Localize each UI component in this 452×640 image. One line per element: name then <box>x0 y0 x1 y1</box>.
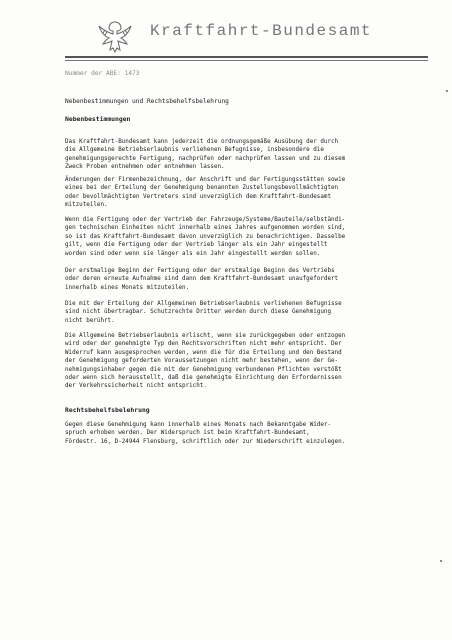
paragraph-transfer: Die mit der Erteilung der Allgemeinen Betriebserlaubnis verliehenen Befugnisse sind nicht übertragbar. Schutzrechte Dritter werden durch diese Genehmigung nicht berührt. <box>65 301 342 324</box>
federal-eagle-icon <box>97 18 133 56</box>
section-heading-nebenbestimmungen: Nebenbestimmungen <box>65 115 131 123</box>
section-heading-rechtsbehelfsbelehrung: Rechtsbehelfsbelehrung <box>65 406 150 414</box>
paragraph-expiry: Die Allgemeine Betriebserlaubnis erlischt, wenn sie zurückgegeben oder entzogen wird oder der genehmigte Typ den Rechtsvorschriften nicht mehr entspricht. Der Widerruf kann ausgesprochen werden, wenn die für die Erteilung und den Bestand der Genehmigung geforderten Voraussetzungen nicht mehr bestehen, wenn der Ge- nehmigungsinhaber gegen die mit der Genehmigung verbundenen Pflichten verstößt oder wenn sich herausstellt, daß die genehmigte Einrichtung den Erfordernissen der Verkehrssicherheit nicht entspricht. <box>65 333 346 390</box>
paragraph-first-production: Der erstmalige Beginn der Fertigung oder der erstmalige Beginn des Vertriebs oder deren erneute Aufnahme sind dann dem Kraftfahrt-Bundesamt unaufgefordert innerhalb eines Monats mitzuteilen. <box>65 268 339 291</box>
subject-line: Nebenbestimmungen und Rechtsbehelfsbelehrung <box>65 98 229 105</box>
scan-speck <box>440 560 442 562</box>
paragraph-appeal: Gegen diese Genehmigung kann innerhalb eines Monats nach Bekanntgabe Wider- spruch erhoben werden. Der Widerspruch ist beim Kraftfahrt-Bundesamt, Fördestr. 16, D-24944 Flensburg, schriftlich oder zur Niederschrift einzulegen. <box>65 422 346 445</box>
reference-number: Nummer der ABE: 1473 <box>65 70 140 77</box>
scan-speck <box>446 90 448 92</box>
letterhead-title: Kraftfahrt-Bundesamt <box>150 22 373 40</box>
paragraph-inspection: Das Kraftfahrt-Bundesamt kann jederzeit die ordnungsgemäße Ausübung der durch die Allgemeine Betriebserlaubnis verliehenen Befugnisse, insbesondere die genehmigungsgerechte Fertigung, nachprüfen oder nachprüfen lassen und zu diesem Zweck Proben entnehmen oder entnehmen lassen. <box>65 139 346 171</box>
paragraph-changes: Änderungen der Firmenbezeichnung, der Anschrift und der Fertigungsstätten sowie eines bei der Erteilung der Genehmigung benannten Zustellungsbevollmächtigten oder bevollmächtigten Vertreters sind unverzüglich dem Kraftfahrt-Bundesamt mitzuteilen. <box>65 177 346 209</box>
paragraph-production-start: Wenn die Fertigung oder der Vertrieb der Fahrzeuge/Systeme/Bauteile/selbständi- gen technischen Einheiten nicht innerhalb eines Jahres aufgenommen worden sind, so ist das Kraftfahrt-Bundesamt davon unverzüglich zu benachrichtigen. Dasselbe gilt, wenn die Fertigung oder der Vertrieb länger als ein Jahr eingestellt worden sind oder wenn sie länger als ein Jahr eingestellt werden sollen. <box>65 217 346 257</box>
letterhead-rule <box>65 56 428 58</box>
letterhead-rule-thin <box>65 60 428 61</box>
